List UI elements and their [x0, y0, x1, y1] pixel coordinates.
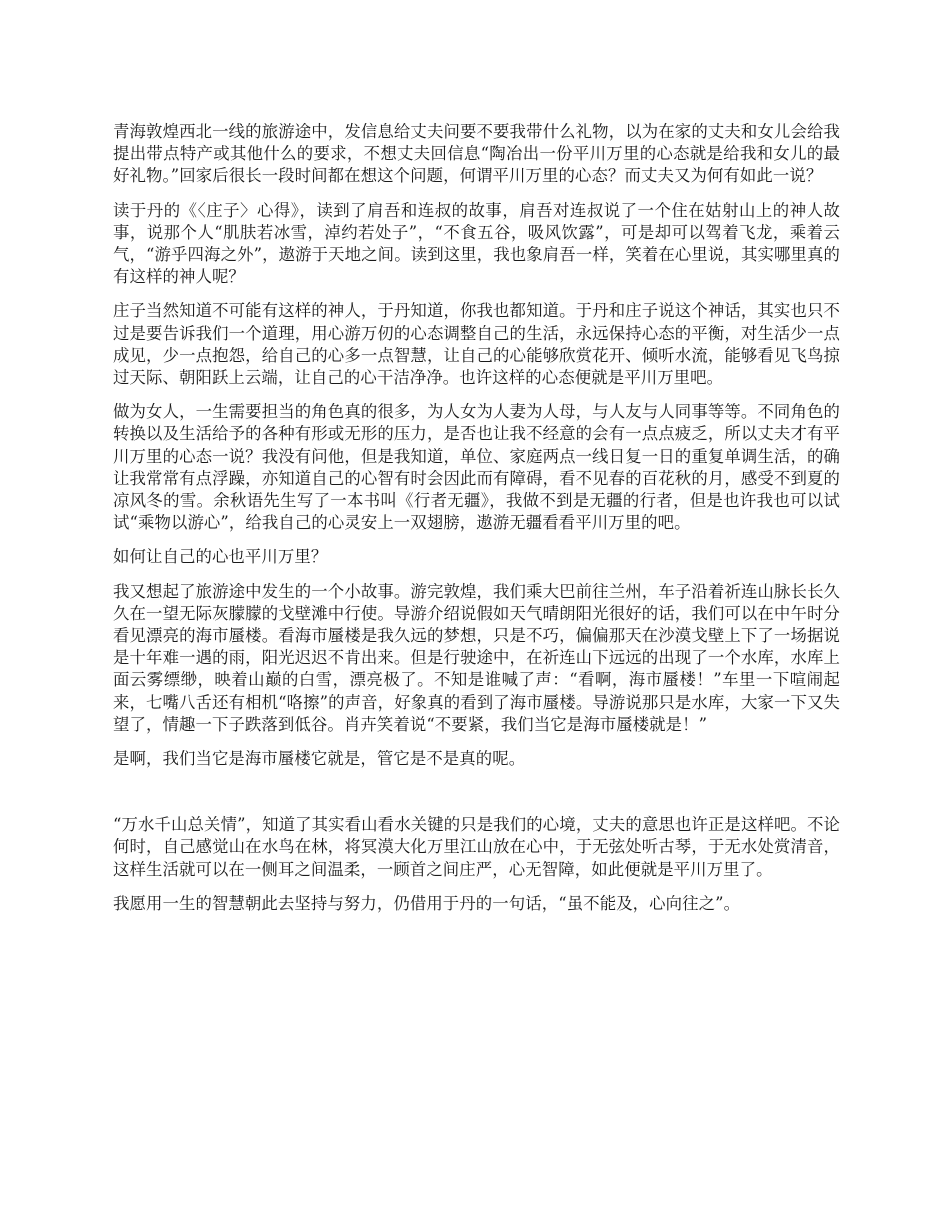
article-body [113, 121, 840, 927]
paragraph-zhuangzi-meaning: 庄子当然知道不可能有这样的神人，于丹知道，你我也都知道。于丹和庄子说这个神话，其实也只不过是要告诉我们一个道理，用心游万仞的心态调整自己的生活，永远保持心态的平衡，对生活少一点成见，少一点抱怨，给自己的心多一点智慧，让自己的心能够欣赏花开、倾听水流，能够看见飞鸟掠过天际、朝阳跃上云端，让自己的心干洁净净。也许这样的心态便就是平川万里吧。 [113, 301, 840, 388]
paragraph-mirage-conclusion: 是啊，我们当它是海市蜃楼它就是，管它是不是真的呢。 [113, 749, 526, 769]
paragraph-closing: 我愿用一生的智慧朝此去坚持与努力，仍借用于丹的一句话，“虽不能及，心向往之”。 [113, 893, 741, 913]
paragraph-woman-roles: 做为女人，一生需要担当的角色真的很多，为人女为人妻为人母，与人友与人同事等等。不同角色的转换以及生活给予的各种有形或无形的压力，是否也让我不经意的会有一点点疲乏，所以丈夫才有平川万里的心态一说？我没有问他，但是我知道，单位、家庭两点一线日复一日的重复单调生活，的确让我常常有点浮躁，亦知道自己的心智有时会因此而有障碍，看不见春的百花秋的月，感受不到夏的凉风冬的雪。余秋语先生写了一本书叫《行者无疆》，我做不到是无疆的行者，但是也许我也可以试试“乘物以游心”，给我自己的心灵安上一双翅膀，遨游无疆看看平川万里的吧。 [113, 402, 840, 533]
paragraph-question: 如何让自己的心也平川万里？ [113, 547, 328, 567]
paragraph-zhuangzi-story: 读于丹的《〈庄子〉心得》，读到了肩吾和连叔的故事，肩吾对连叔说了一个住在姑射山上的神人故事，说那个人“肌肤若冰雪，淖约若处子”，“不食五谷，吸风饮露”，可是却可以驾着飞龙，乘着云气，“游乎四海之外”，遨游于天地之间。读到这里，我也象肩吾一样，笑着在心里说，其实哪里真的有这样的神人呢？ [113, 200, 840, 287]
paragraph-spacer [113, 782, 840, 814]
paragraph-mountains-waters: “万水千山总关情”，知道了其实看山看水关键的只是我们的心境，丈夫的意思也许正是这样吧。不论何时，自己感觉山在水鸟在林，将冥漠大化万里江山放在心中，于无弦处听古琴，于无水处赏清音，这样生活就可以在一侧耳之间温柔，一顾首之间庄严，心无智障，如此便就是平川万里了。 [113, 815, 840, 879]
paragraph-intro: 青海敦煌西北一线的旅游途中，发信息给丈夫问要不要我带什么礼物，以为在家的丈夫和女儿会给我提出带点特产或其他什么的要求，不想丈夫回信息“陶冶出一份平川万里的心态就是给我和女儿的最好礼物。”回家后很长一段时间都在想这个问题，何谓平川万里的心态？而丈夫又为何有如此一说？ [113, 122, 840, 186]
paragraph-mirage-story: 我又想起了旅游途中发生的一个小故事。游完敦煌，我们乘大巴前往兰州，车子沿着祈连山脉长长久久在一望无际灰朦朦的戈壁滩中行使。导游介绍说假如天气晴朗阳光很好的话，我们可以在中午时分看见漂亮的海市蜃楼。看海市蜃楼是我久远的梦想，只是不巧，偏偏那天在沙漠戈壁上下了一场据说是十年难一遇的雨，阳光迟迟不肯出来。但是行驶途中，在祈连山下远远的出现了一个水库，水库上面云雾缥缈，映着山巅的白雪，漂亮极了。不知是谁喊了声：“看啊，海市蜃楼！”车里一下喧闹起来，七嘴八舌还有相机“咯擦”的声音，好象真的看到了海市蜃楼。导游说那只是水库，大家一下又失望了，情趣一下子跌落到低谷。肖卉笑着说“不要紧，我们当它是海市蜃楼就是！” [113, 581, 840, 734]
